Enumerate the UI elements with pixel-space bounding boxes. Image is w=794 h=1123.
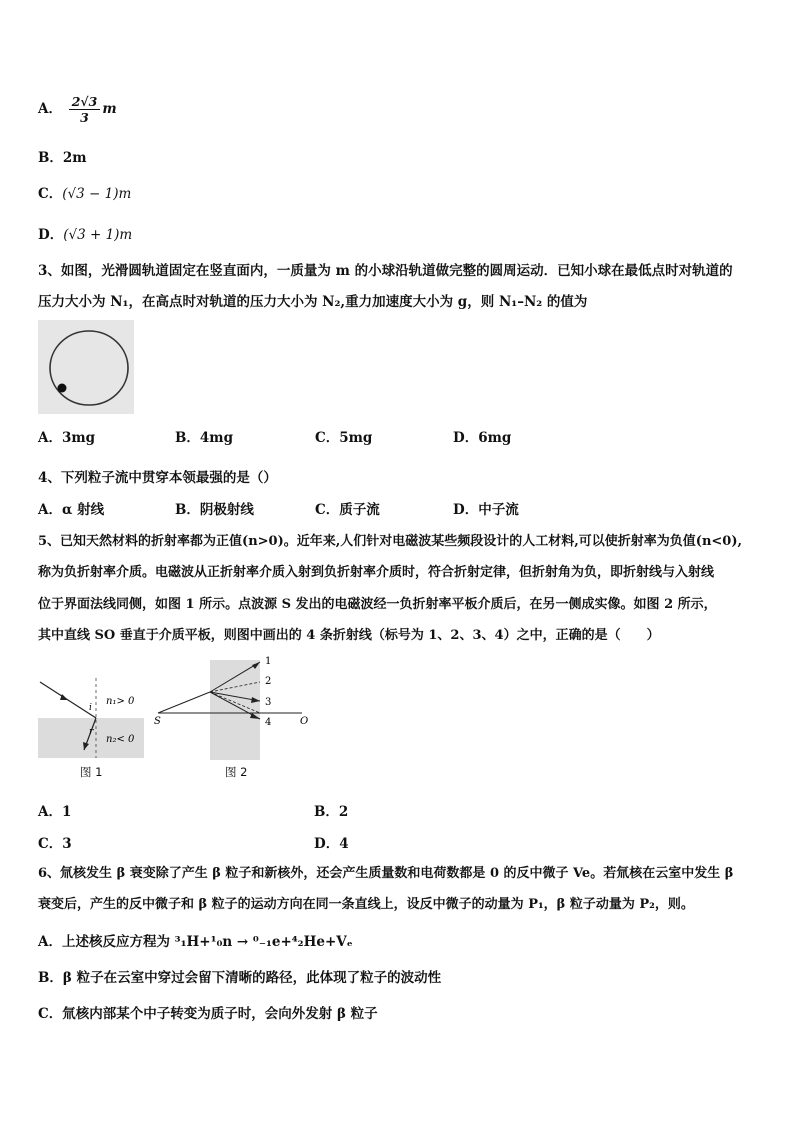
q2-option-c: C．(√3 − 1)m [38, 186, 132, 202]
q2-option-a-fraction: $\frac{2√3}{3}$ [69, 94, 101, 125]
q5-option-c: C．3 [38, 836, 72, 852]
q5-option-a: A．1 [38, 804, 72, 820]
q5-figure-1-caption: 图 1 [80, 765, 103, 779]
q4-option-a: A．α 射线 [38, 502, 105, 518]
q3-option-b: B．4mg [175, 430, 234, 446]
q5-figure-2 [152, 656, 312, 760]
q4-option-b: B．阴极射线 [175, 502, 254, 518]
circle-track-icon [38, 320, 134, 414]
q2-option-d: D．(√3 + 1)m [38, 227, 133, 243]
q5-option-b: B．2 [314, 804, 349, 820]
q3-stem-line-1: 3、如图，光滑圆轨道固定在竖直面内，一质量为 m 的小球沿轨道做完整的圆周运动．已知小球在最低点时对轨道的 [38, 263, 733, 279]
q3-options [38, 426, 511, 446]
q4-option-c: C．质子流 [315, 502, 380, 518]
q5-figure-2-caption: 图 2 [225, 765, 248, 779]
q4-options [38, 498, 519, 518]
q3-option-a: A．3mg [38, 430, 96, 446]
q4-option-d: D．中子流 [453, 502, 519, 518]
fig1-n1-label: n₁> 0 [106, 696, 135, 707]
fig2-label-3: 3 [265, 697, 272, 708]
q2-option-a: A． $\frac{2√3}{3}$ m [38, 94, 117, 125]
fig1-i-label: i [89, 703, 92, 713]
q3-circle-track-figure [38, 320, 134, 414]
q6-option-c: C．氚核内部某个中子转变为质子时，会向外发射 β 粒子 [38, 1006, 378, 1022]
q3-stem-line-2: 压力大小为 N₁，在高点时对轨道的压力大小为 N₂,重力加速度大小为 g，则 N₁–N₂ 的值为 [38, 294, 588, 310]
fig1-n2-label: n₂< 0 [106, 734, 135, 745]
q3-option-d: D．6mg [453, 430, 512, 446]
fig2-s-label: S [154, 716, 161, 727]
q5-stem-line-1: 5、已知天然材料的折射率都为正值(n>0)。近年来,人们针对电磁波某些频段设计的人工材料,可以使折射率为负值(n<0), [38, 534, 743, 549]
q6-stem-line-2: 衰变后，产生的反中微子和 β 粒子的运动方向在同一条直线上，设反中微子的动量为 P₁，β 粒子动量为 P₂，则。 [38, 897, 694, 912]
fig1-r-label: r [89, 727, 94, 737]
fig2-o-label: O [300, 716, 309, 727]
q6-option-a: A．上述核反应方程为 ³₁H+¹₀n → ⁰₋₁e+⁴₂He+Vₑ [38, 934, 353, 950]
q6-option-b: B．β 粒子在云室中穿过会留下清晰的路径，此体现了粒子的波动性 [38, 970, 442, 986]
q6-stem-line-1: 6、氚核发生 β 衰变除了产生 β 粒子和新核外，还会产生质量数和电荷数都是 0 的反中微子 Ve。若氚核在云室中发生 β [38, 866, 734, 881]
q5-stem-line-4: 其中直线 SO 垂直于介质平板，则图中画出的 4 条折射线（标号为 1、2、3、4）之中，正确的是（ ） [38, 628, 660, 643]
q4-stem: 4、下列粒子流中贯穿本领最强的是（） [38, 470, 277, 486]
q5-stem-line-2: 称为负折射率介质。电磁波从正折射率介质入射到负折射率介质时，符合折射定律，但折射角为负，即折射线与入射线 [38, 565, 715, 580]
q2-option-b: B．2m [38, 150, 87, 166]
q5-figure-1 [38, 678, 144, 758]
q5-options-row-2 [38, 832, 349, 852]
q3-option-c: C．5mg [315, 430, 373, 446]
ball-icon [58, 384, 67, 393]
q5-stem-line-3: 位于界面法线同侧，如图 1 所示。点波源 S 发出的电磁波经一负折射率平板介质后，在另一侧成实像。如图 2 所示， [38, 597, 717, 612]
q5-option-d: D．4 [314, 836, 349, 852]
fig2-label-4: 4 [265, 717, 272, 728]
q5-options-row-1 [38, 800, 348, 820]
fig2-label-1: 1 [265, 656, 272, 667]
fig2-label-2: 2 [265, 676, 272, 687]
